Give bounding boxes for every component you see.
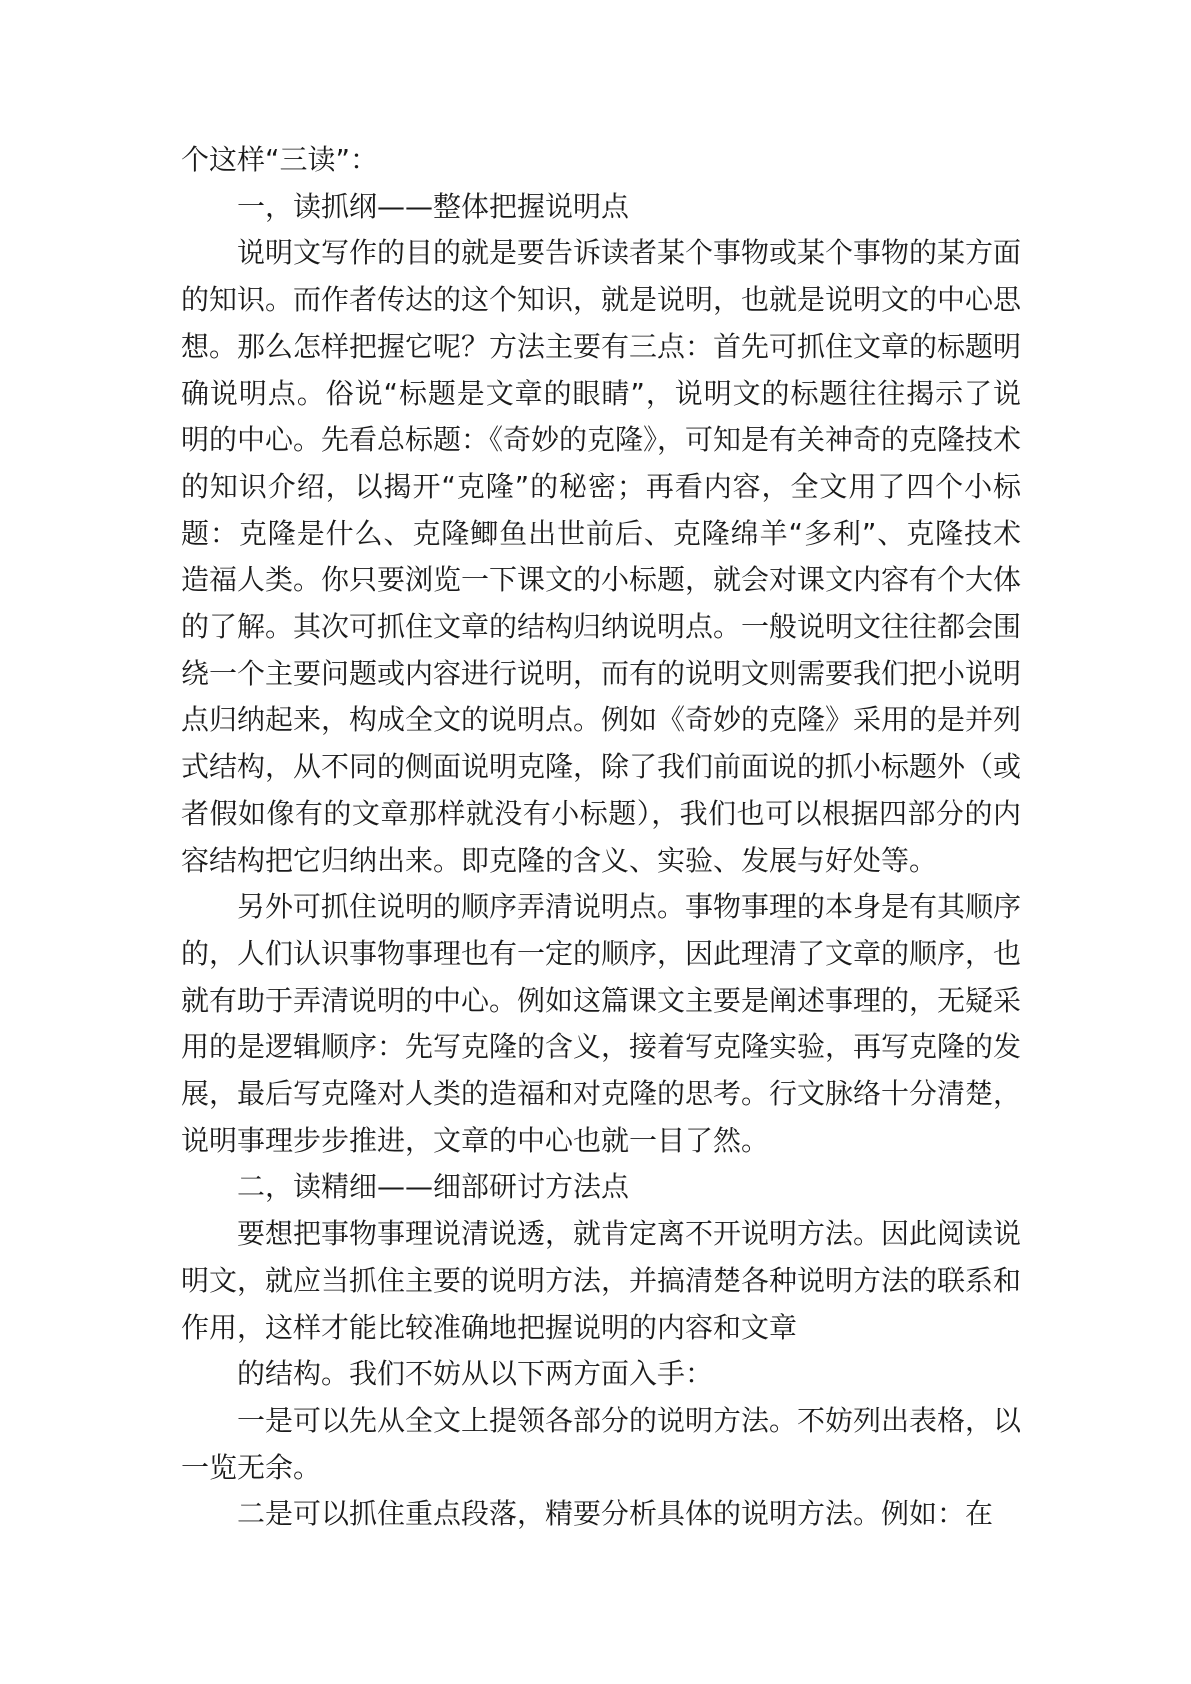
paragraph-point-one: 一是可以先从全文上提领各部分的说明方法。不妨列出表格，以一览无余。 [181,1403,1022,1484]
paragraph-intro-line: 个这样“三读”： [181,143,379,176]
section-heading-two: 二，读精细——细部研讨方法点 [237,1170,630,1204]
paragraph-order: 另外可抓住说明的顺序弄清说明点。事物事理的本身是有其顺序的，人们认识事物事理也有一定的顺序，因此理清了文章的顺序，也就有助于弄清说明的中心。例如这篇课文主要是阐述事理的，无疑采用的是逻辑顺序：先写克隆的含义，接着写克隆实验，再写克隆的发展，最后写克隆对人类的造福和对克隆的思考。行文脉络十分清楚，说明事理步步推进，文章的中心也就一目了然。 [181,890,1022,1157]
paragraph-main-point: 说明文写作的目的就是要告诉读者某个事物或某个事物的某方面的知识。而作者传达的这个知识，就是说明，也就是说明文的中心思想。那么怎样把握它呢？方法主要有三点：首先可抓住文章的标题明确说明点。俗说“标题是文章的眼睛”，说明文的标题往往揭示了说明的中心。先看总标题：《奇妙的克隆》，可知是有关神奇的克隆技术的知识介绍，以揭开“克隆”的秘密；再看内容，全文用了四个小标题：克隆是什么、克隆鲫鱼出世前后、克隆绵羊“多利”、克隆技术造福人类。你只要浏览一下课文的小标题，就会对课文内容有个大体的了解。其次可抓住文章的结构归纳说明点。一般说明文往往都会围绕一个主要问题或内容进行说明，而有的说明文则需要我们把小说明点归纳起来，构成全文的说明点。例如《奇妙的克隆》采用的是并列式结构，从不同的侧面说明克隆，除了我们前面说的抓小标题外（或者假如像有的文章那样就没有小标题），我们也可以根据四部分的内容结构把它归纳出来。即克隆的含义、实验、发展与好处等。 [181,236,1022,877]
paragraph-structure: 的结构。我们不妨从以下两方面入手： [237,1357,714,1391]
body-text [181,137,1021,1538]
paragraph-methods: 要想把事物事理说清说透，就肯定离不开说明方法。因此阅读说明文，就应当抓住主要的说明方法，并搞清楚各种说明方法的联系和作用，这样才能比较准确地把握说明的内容和文章 [181,1217,1022,1344]
section-heading-one: 一，读抓纲——整体把握说明点 [237,189,630,223]
paragraph-point-two: 二是可以抓住重点段落，精要分析具体的说明方法。例如：在 [237,1497,994,1531]
